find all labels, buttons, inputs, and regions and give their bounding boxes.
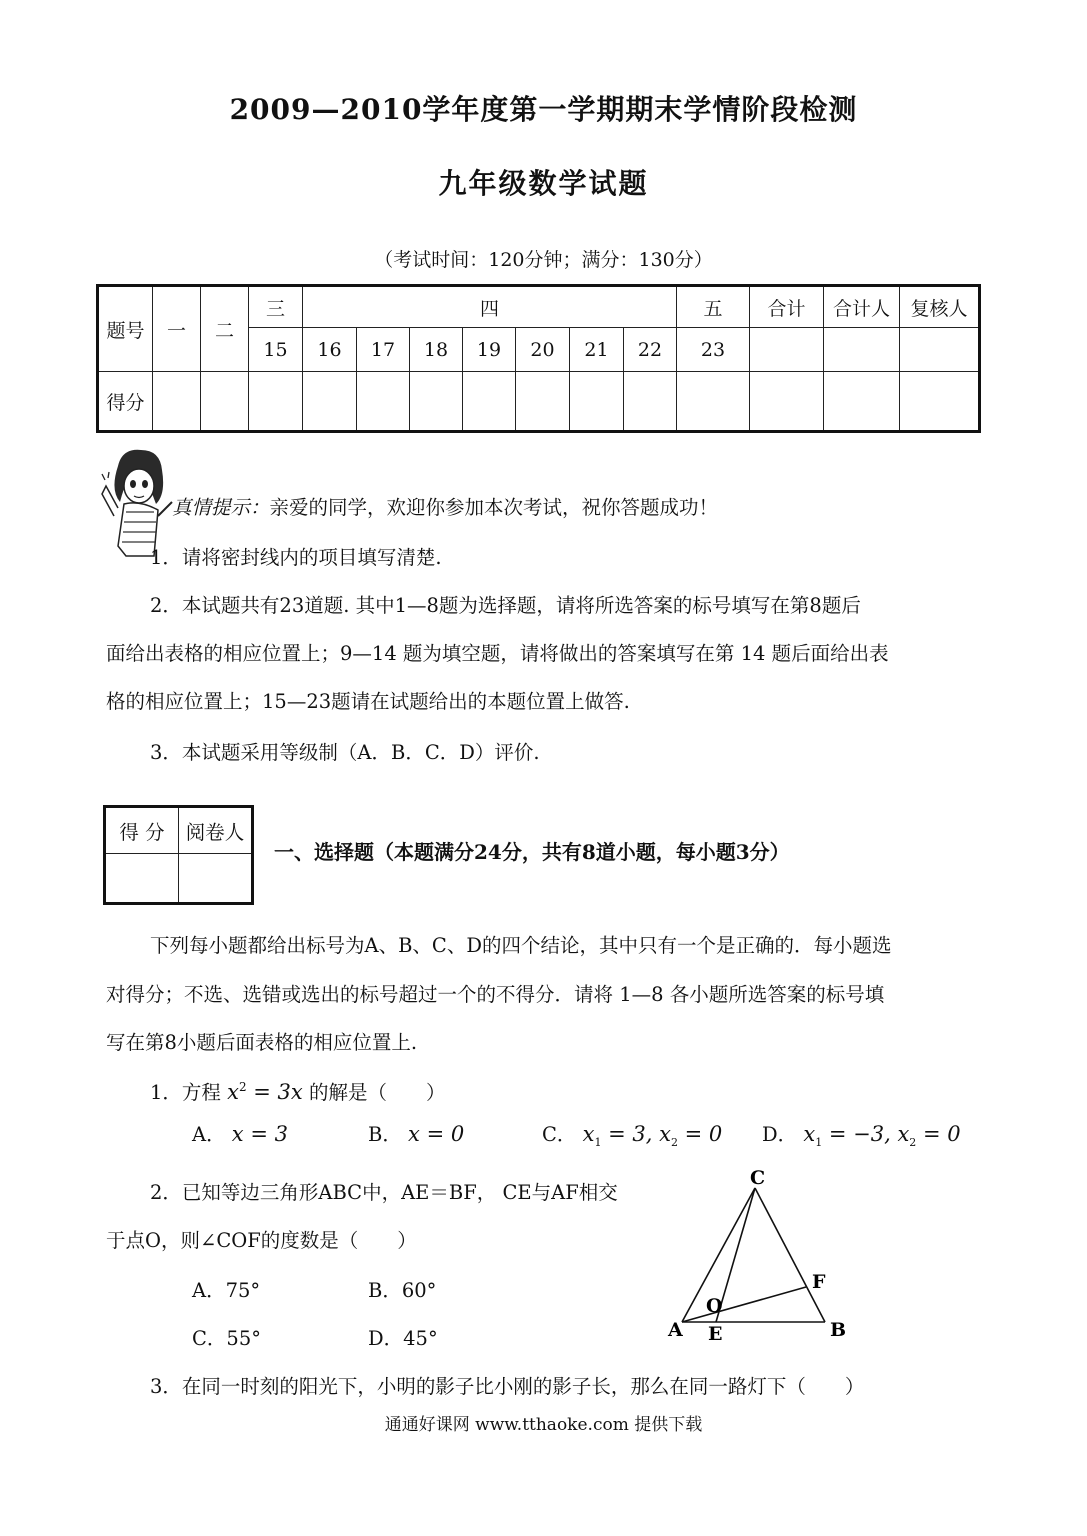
score-header-total-person: 合计人	[824, 286, 900, 328]
grading-defen-label: 得 分	[105, 807, 179, 854]
score-num: 17	[357, 328, 410, 372]
score-header-2: 二	[201, 286, 249, 372]
label-e: E	[708, 1323, 723, 1345]
question-2-line-1: 2．已知等边三角形ABC中，AE＝BF， CE与AF相交	[150, 1181, 618, 1204]
score-cell[interactable]	[463, 372, 516, 432]
score-header-tihao: 题号	[98, 286, 153, 372]
grading-reader-label: 阅卷人	[179, 807, 253, 854]
q1-equation: $x^2 = 3x$	[227, 1080, 303, 1104]
score-cell[interactable]	[516, 372, 570, 432]
score-header-4: 四	[303, 286, 677, 328]
score-num: 23	[677, 328, 750, 372]
tips-line	[172, 496, 718, 520]
q1-option-b-label: B．	[368, 1123, 402, 1146]
score-header-5: 五	[677, 286, 750, 328]
q2-option-d[interactable]: D．45°	[368, 1327, 438, 1350]
score-cell[interactable]	[824, 372, 900, 432]
score-row-label: 得分	[98, 372, 153, 432]
score-cell[interactable]	[570, 372, 624, 432]
exam-subtitle: 九年级数学试题	[438, 167, 649, 200]
score-cell[interactable]	[201, 372, 249, 432]
label-a: A	[668, 1319, 683, 1341]
q1-option-c-math: $x_1 = 3$, $x_2 = 0$	[582, 1122, 723, 1150]
tips-item-2-line-1: 2．本试题共有23道题. 其中1—8题为选择题，请将所选答案的标号填写在第8题后	[150, 594, 861, 617]
score-cell[interactable]	[900, 372, 980, 432]
score-cell[interactable]	[677, 372, 750, 432]
cartoon-girl-illustration	[96, 446, 176, 558]
tips-item-3: 3．本试题采用等级制（A．B．C．D）评价.	[150, 741, 540, 764]
segment-af	[682, 1287, 806, 1322]
q1-suffix: 的解是（ ）	[308, 1081, 446, 1104]
exam-info: （考试时间：120分钟；满分：130分）	[374, 249, 713, 271]
score-header-3: 三	[249, 286, 303, 328]
tips-item-2-line-2: 面给出表格的相应位置上；9—14 题为填空题，请将做出的答案填写在第 14 题后面给出表	[106, 642, 889, 665]
score-cell[interactable]	[357, 372, 410, 432]
score-cell[interactable]	[303, 372, 357, 432]
score-cell[interactable]	[750, 372, 824, 432]
grading-cell[interactable]	[105, 854, 179, 904]
page-footer: 通通好课网 www.tthaoke.com 提供下载	[384, 1415, 703, 1435]
q2-option-b[interactable]: B．60°	[368, 1279, 437, 1302]
q1-option-c-label: C．	[542, 1123, 577, 1146]
grading-cell[interactable]	[179, 854, 253, 904]
score-cell[interactable]	[824, 328, 900, 372]
score-table	[96, 284, 981, 433]
score-num: 16	[303, 328, 357, 372]
q1-option-d-label: D．	[762, 1123, 798, 1146]
q1-option-c[interactable]	[542, 1122, 722, 1155]
score-num: 22	[624, 328, 677, 372]
grading-table	[103, 805, 254, 905]
q1-option-d-math: $x_1 = -3$, $x_2 = 0$	[803, 1122, 961, 1150]
triangle-figure	[660, 1170, 860, 1350]
score-num: 19	[463, 328, 516, 372]
q1-option-a-label: A．	[192, 1123, 226, 1146]
q1-option-a-math: x = 3	[231, 1122, 288, 1146]
section-1-intro-line-3: 写在第8小题后面表格的相应位置上.	[106, 1031, 418, 1054]
score-header-1: 一	[153, 286, 201, 372]
score-num: 18	[410, 328, 463, 372]
exam-title: 2009—2010学年度第一学期期末学情阶段检测	[229, 93, 858, 126]
score-num: 21	[570, 328, 624, 372]
question-1-stem	[150, 1075, 445, 1105]
score-cell[interactable]	[249, 372, 303, 432]
triangle-side-cb	[755, 1188, 825, 1322]
score-cell[interactable]	[410, 372, 463, 432]
score-cell[interactable]	[624, 372, 677, 432]
label-c: C	[750, 1170, 766, 1189]
score-header-total: 合计	[750, 286, 824, 328]
section-1-intro-line-1: 下列每小题都给出标号为A、B、C、D的四个结论，其中只有一个是正确的．每小题选	[150, 934, 892, 957]
q1-prefix: 1．方程	[150, 1081, 221, 1104]
q2-option-c[interactable]: C．55°	[192, 1327, 261, 1350]
tips-lead: 真情提示：	[172, 496, 270, 519]
label-f: F	[812, 1271, 826, 1293]
q1-option-b[interactable]	[368, 1122, 464, 1147]
label-o: O	[706, 1295, 723, 1317]
q2-option-a[interactable]: A．75°	[192, 1279, 261, 1302]
score-cell[interactable]	[750, 328, 824, 372]
label-b: B	[830, 1319, 847, 1341]
tips-item-2-line-3: 格的相应位置上；15—23题请在试题给出的本题位置上做答.	[106, 690, 630, 713]
tips-item-1: 1．请将密封线内的项目填写清楚.	[150, 546, 442, 569]
section-1-intro-line-2: 对得分；不选、选错或选出的标号超过一个的不得分．请将 1—8 各小题所选答案的标号填	[106, 983, 885, 1006]
q1-option-a[interactable]	[192, 1122, 288, 1147]
score-num: 20	[516, 328, 570, 372]
score-cell[interactable]	[900, 328, 980, 372]
section-1-title: 一、选择题（本题满分24分，共有8道小题，每小题3分）	[274, 840, 790, 864]
question-3-stem: 3．在同一时刻的阳光下，小明的影子比小刚的影子长，那么在同一路灯下（ ）	[150, 1375, 865, 1398]
q1-option-b-math: x = 0	[408, 1122, 465, 1146]
q1-option-d[interactable]	[762, 1122, 961, 1155]
tips-greeting: 亲爱的同学，欢迎你参加本次考试，祝你答题成功！	[269, 496, 719, 519]
question-2-line-2: 于点O，则∠COF的度数是（ ）	[106, 1229, 417, 1252]
score-header-reviewer: 复核人	[900, 286, 980, 328]
score-num: 15	[249, 328, 303, 372]
score-cell[interactable]	[153, 372, 201, 432]
